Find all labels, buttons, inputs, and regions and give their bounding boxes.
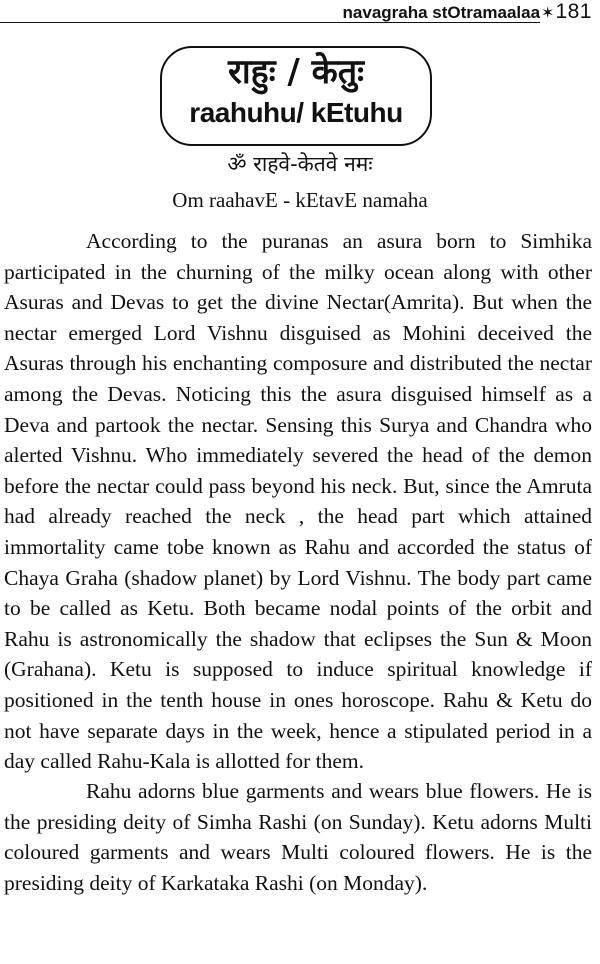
title-transliteration: raahuhu/ kEtuhu <box>189 97 403 128</box>
body-paragraph-origin: According to the puranas an asura born to Simhika participated in the churning of the milky ocean along with other Asuras and Devas to get the divine Nectar(Amrita). But when the nectar emerged Lord Vishnu disguised as Mohini deceived the Asuras through his enchanting composure and distributed the nectar among the Devas. Noticing this the asura disguised himself as a Deva and partook the nectar. Sensing this Surya and Chandra who alerted Vishnu. Who immediately severed the head of the demon before the nectar could pass beyond his neck. But, since the Amruta had already reached the neck , the head part which attained immortality came tobe known as Rahu and accorded the status of Chaya Graha (shadow planet) by Lord Vishnu. The body part came to be called as Ketu. Both became nodal points of the orbit and Rahu is astronomically the shadow that eclipses the Sun & Moon (Grahana). Ketu is supposed to induce spiritual knowledge if positioned in the tenth house in ones horoscope. Rahu & Ketu do not have separate days in the week, hence a stipulated period in a day called Rahu-Kala is allotted for them. <box>4 229 592 774</box>
mantra-transliteration: Om raahavE - kEtavE namaha <box>172 188 428 212</box>
body-paragraph-attire: Rahu adorns blue garments and wears blue flowers. He is the presiding deity of Simha Rashi (on Sunday). Ketu adorns Multi coloured garments and wears Multi coloured flowers. He is the presiding deity of Karkataka Rashi (on Monday). <box>4 779 592 895</box>
mantra-devanagari: ॐ राहवे-केतवे नमः <box>227 152 373 176</box>
running-title: navagraha stOtramaalaa <box>342 3 541 22</box>
star-separator-icon: ✶ <box>541 5 555 22</box>
page-header <box>0 0 600 26</box>
title-devanagari: राहुः / केतुः <box>227 52 365 92</box>
header-text <box>343 0 592 24</box>
title-box <box>160 46 432 146</box>
page-number: 181 <box>555 0 592 23</box>
